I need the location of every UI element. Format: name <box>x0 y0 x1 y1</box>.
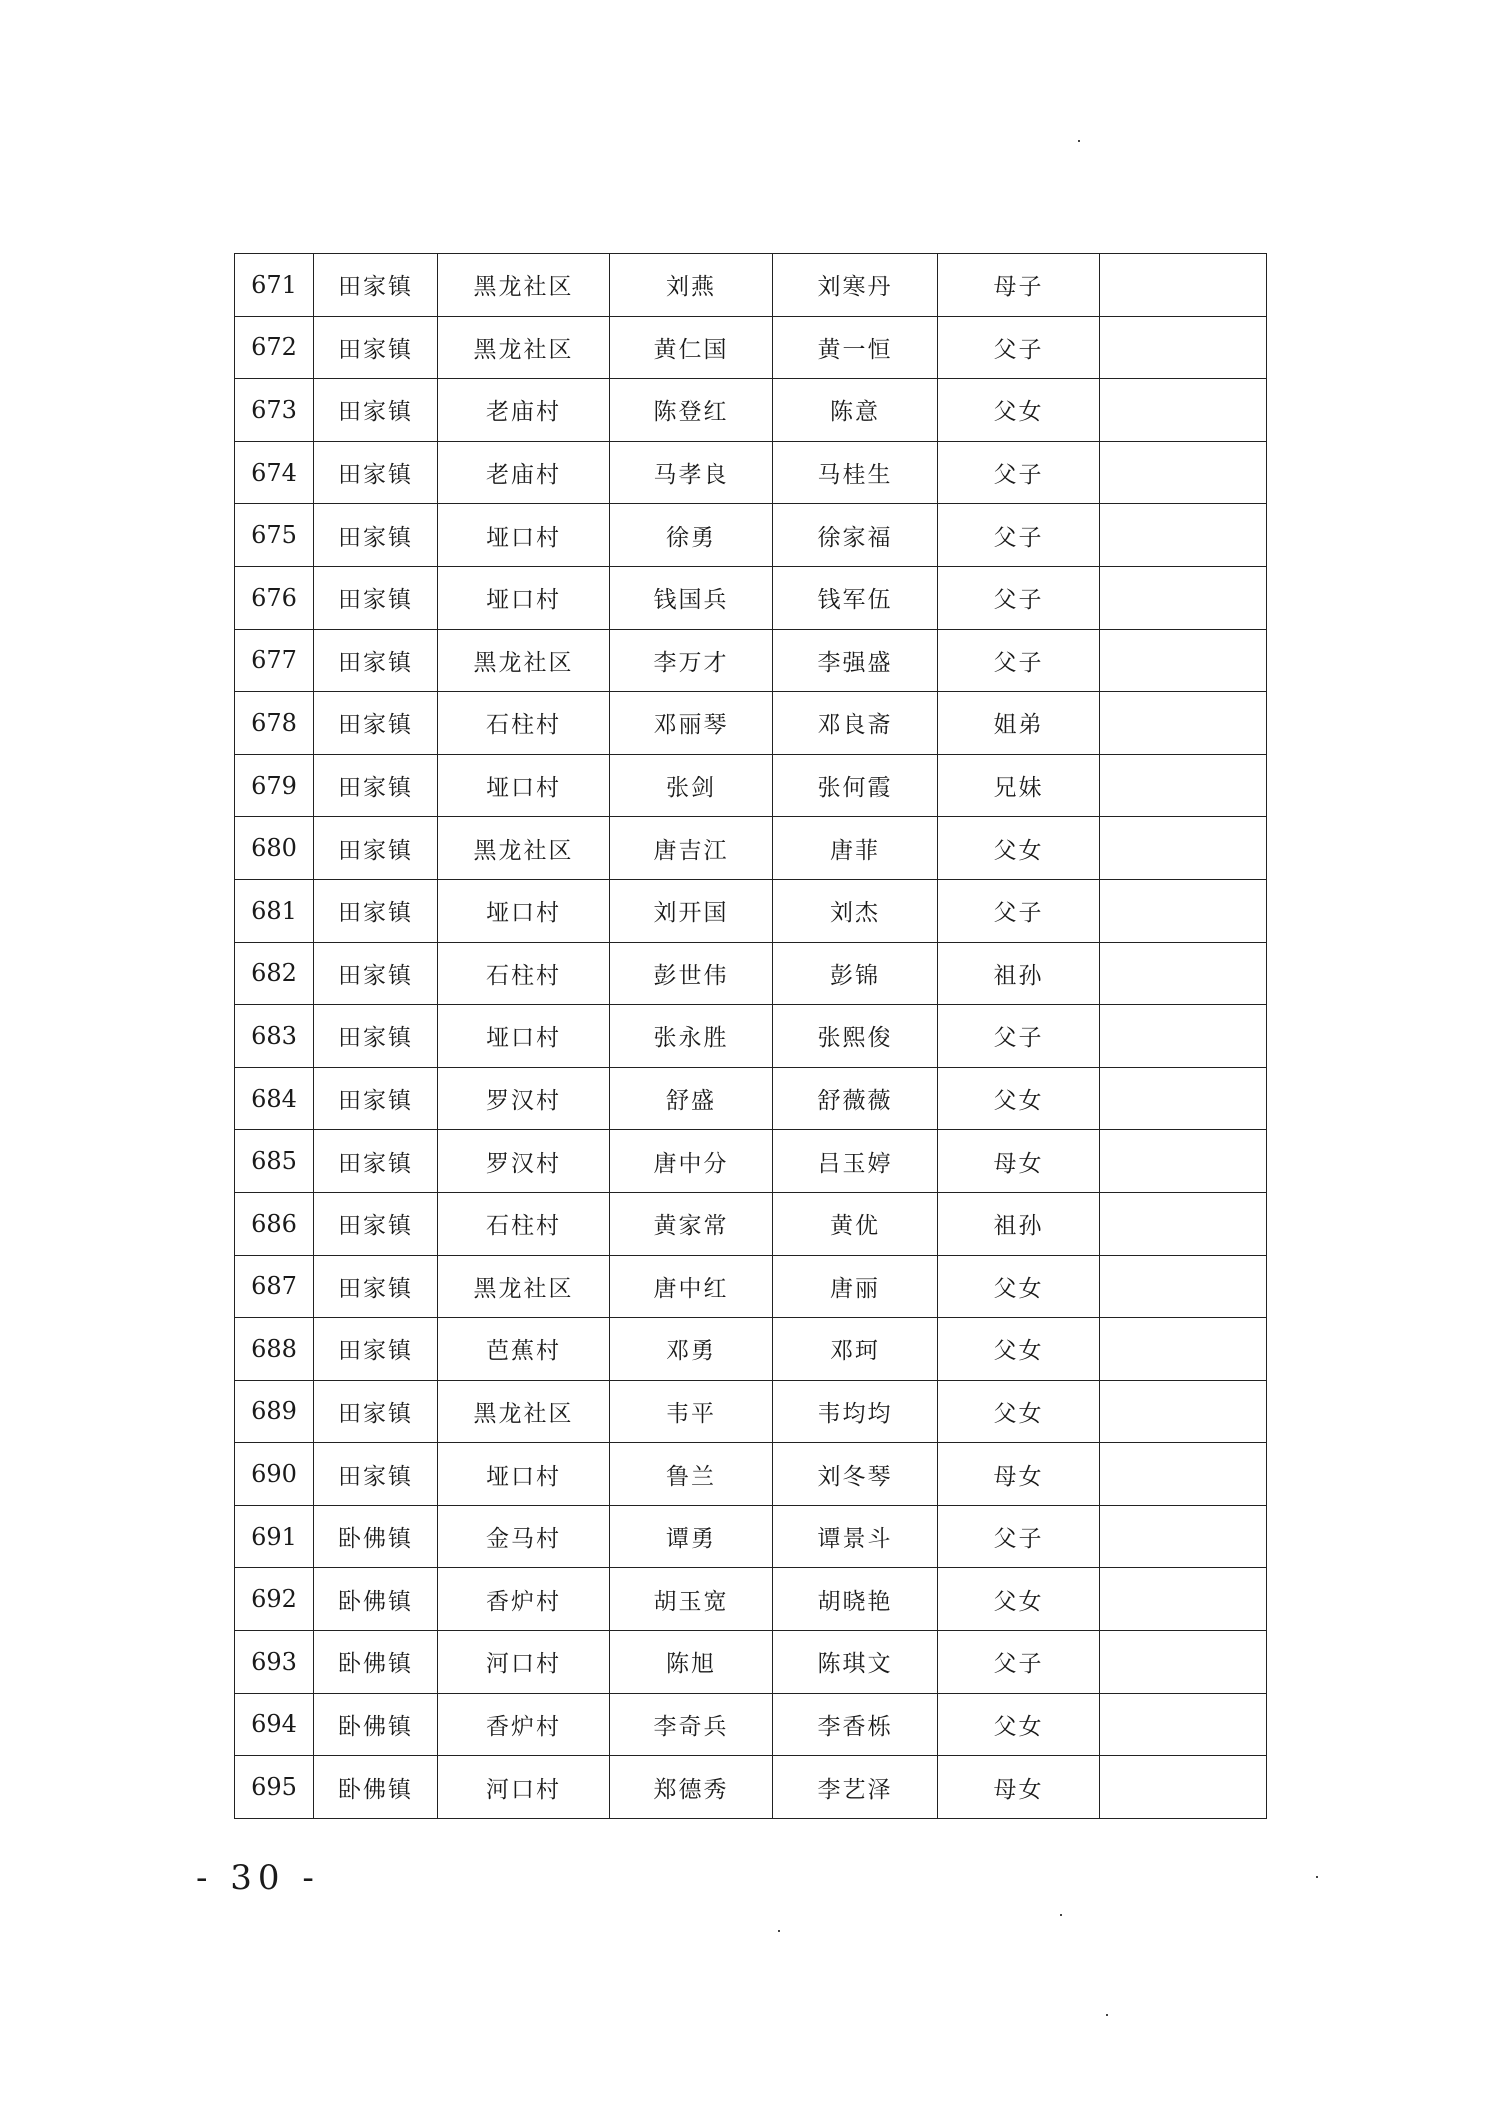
cell-number: 686 <box>235 1192 314 1255</box>
cell-child-name: 张熙俊 <box>773 1005 938 1068</box>
cell-parent-name: 徐勇 <box>610 504 773 567</box>
cell-number: 687 <box>235 1255 314 1318</box>
cell-parent-name: 邓勇 <box>610 1318 773 1381</box>
cell-number: 674 <box>235 441 314 504</box>
cell-relation: 父子 <box>938 629 1100 692</box>
cell-parent-name: 韦平 <box>610 1380 773 1443</box>
cell-parent-name: 郑德秀 <box>610 1756 773 1819</box>
cell-town: 田家镇 <box>314 441 438 504</box>
cell-note <box>1100 629 1267 692</box>
cell-town: 田家镇 <box>314 1318 438 1381</box>
table-row <box>235 754 1267 817</box>
table-row <box>235 1255 1267 1318</box>
cell-number: 675 <box>235 504 314 567</box>
cell-town: 田家镇 <box>314 254 438 317</box>
cell-parent-name: 唐中红 <box>610 1255 773 1318</box>
cell-number: 679 <box>235 754 314 817</box>
table-row <box>235 1130 1267 1193</box>
roster-table <box>234 253 1267 1819</box>
cell-relation: 父子 <box>938 1505 1100 1568</box>
cell-village: 黑龙社区 <box>438 1255 610 1318</box>
cell-relation: 父女 <box>938 1067 1100 1130</box>
cell-village: 老庙村 <box>438 379 610 442</box>
cell-child-name: 刘冬琴 <box>773 1443 938 1506</box>
cell-village: 老庙村 <box>438 441 610 504</box>
cell-town: 田家镇 <box>314 942 438 1005</box>
cell-number: 688 <box>235 1318 314 1381</box>
cell-town: 田家镇 <box>314 754 438 817</box>
cell-note <box>1100 1380 1267 1443</box>
cell-town: 田家镇 <box>314 1192 438 1255</box>
cell-parent-name: 马孝良 <box>610 441 773 504</box>
cell-number: 677 <box>235 629 314 692</box>
cell-number: 671 <box>235 254 314 317</box>
cell-note <box>1100 1005 1267 1068</box>
cell-village: 石柱村 <box>438 942 610 1005</box>
cell-relation: 父子 <box>938 441 1100 504</box>
scan-speck <box>1106 2014 1108 2016</box>
cell-child-name: 陈意 <box>773 379 938 442</box>
cell-note <box>1100 942 1267 1005</box>
cell-number: 680 <box>235 817 314 880</box>
table-row <box>235 379 1267 442</box>
roster-body <box>235 254 1267 1819</box>
cell-note <box>1100 692 1267 755</box>
cell-relation: 父女 <box>938 1380 1100 1443</box>
cell-child-name: 邓良斋 <box>773 692 938 755</box>
scan-speck <box>778 1930 780 1932</box>
cell-village: 香炉村 <box>438 1568 610 1631</box>
scan-speck <box>1316 1876 1318 1878</box>
cell-town: 田家镇 <box>314 1067 438 1130</box>
cell-town: 田家镇 <box>314 1380 438 1443</box>
table-row <box>235 629 1267 692</box>
cell-town: 田家镇 <box>314 879 438 942</box>
cell-village: 垭口村 <box>438 566 610 629</box>
table-row <box>235 1693 1267 1756</box>
cell-parent-name: 李奇兵 <box>610 1693 773 1756</box>
cell-child-name: 刘寒丹 <box>773 254 938 317</box>
cell-parent-name: 刘开国 <box>610 879 773 942</box>
table-row <box>235 504 1267 567</box>
cell-relation: 祖孙 <box>938 1192 1100 1255</box>
cell-number: 683 <box>235 1005 314 1068</box>
cell-village: 垭口村 <box>438 504 610 567</box>
cell-parent-name: 唐吉江 <box>610 817 773 880</box>
cell-town: 田家镇 <box>314 1255 438 1318</box>
cell-relation: 父子 <box>938 1631 1100 1694</box>
cell-number: 694 <box>235 1693 314 1756</box>
cell-child-name: 徐家福 <box>773 504 938 567</box>
cell-parent-name: 刘燕 <box>610 254 773 317</box>
cell-town: 田家镇 <box>314 566 438 629</box>
cell-note <box>1100 566 1267 629</box>
cell-parent-name: 谭勇 <box>610 1505 773 1568</box>
cell-town: 田家镇 <box>314 692 438 755</box>
cell-town: 卧佛镇 <box>314 1505 438 1568</box>
cell-number: 684 <box>235 1067 314 1130</box>
cell-parent-name: 胡玉宽 <box>610 1568 773 1631</box>
cell-note <box>1100 504 1267 567</box>
cell-relation: 父子 <box>938 504 1100 567</box>
cell-town: 卧佛镇 <box>314 1693 438 1756</box>
cell-town: 田家镇 <box>314 1443 438 1506</box>
cell-number: 689 <box>235 1380 314 1443</box>
cell-note <box>1100 817 1267 880</box>
cell-village: 河口村 <box>438 1756 610 1819</box>
cell-parent-name: 邓丽琴 <box>610 692 773 755</box>
table-row <box>235 692 1267 755</box>
cell-child-name: 黄优 <box>773 1192 938 1255</box>
cell-town: 卧佛镇 <box>314 1631 438 1694</box>
table-row <box>235 1568 1267 1631</box>
cell-village: 河口村 <box>438 1631 610 1694</box>
cell-relation: 父子 <box>938 316 1100 379</box>
table-row <box>235 441 1267 504</box>
table-row <box>235 1631 1267 1694</box>
cell-note <box>1100 379 1267 442</box>
table-row <box>235 1318 1267 1381</box>
table-row <box>235 566 1267 629</box>
cell-number: 673 <box>235 379 314 442</box>
cell-note <box>1100 1443 1267 1506</box>
cell-child-name: 吕玉婷 <box>773 1130 938 1193</box>
cell-relation: 祖孙 <box>938 942 1100 1005</box>
cell-village: 石柱村 <box>438 1192 610 1255</box>
table-row <box>235 942 1267 1005</box>
cell-village: 罗汉村 <box>438 1067 610 1130</box>
cell-note <box>1100 254 1267 317</box>
cell-child-name: 马桂生 <box>773 441 938 504</box>
cell-number: 690 <box>235 1443 314 1506</box>
cell-child-name: 李艺泽 <box>773 1756 938 1819</box>
table-row <box>235 316 1267 379</box>
cell-note <box>1100 1318 1267 1381</box>
cell-town: 卧佛镇 <box>314 1568 438 1631</box>
cell-child-name: 黄一恒 <box>773 316 938 379</box>
cell-village: 黑龙社区 <box>438 254 610 317</box>
cell-town: 田家镇 <box>314 817 438 880</box>
cell-parent-name: 黄仁国 <box>610 316 773 379</box>
cell-child-name: 韦均均 <box>773 1380 938 1443</box>
cell-village: 金马村 <box>438 1505 610 1568</box>
cell-note <box>1100 754 1267 817</box>
cell-child-name: 李香栎 <box>773 1693 938 1756</box>
cell-relation: 母女 <box>938 1443 1100 1506</box>
cell-child-name: 李强盛 <box>773 629 938 692</box>
cell-child-name: 谭景斗 <box>773 1505 938 1568</box>
cell-relation: 兄妹 <box>938 754 1100 817</box>
cell-village: 黑龙社区 <box>438 316 610 379</box>
cell-relation: 姐弟 <box>938 692 1100 755</box>
cell-parent-name: 张永胜 <box>610 1005 773 1068</box>
cell-village: 垭口村 <box>438 1443 610 1506</box>
cell-parent-name: 唐中分 <box>610 1130 773 1193</box>
cell-village: 罗汉村 <box>438 1130 610 1193</box>
cell-relation: 母女 <box>938 1130 1100 1193</box>
cell-parent-name: 舒盛 <box>610 1067 773 1130</box>
cell-village: 黑龙社区 <box>438 1380 610 1443</box>
cell-village: 黑龙社区 <box>438 629 610 692</box>
cell-village: 黑龙社区 <box>438 817 610 880</box>
cell-number: 682 <box>235 942 314 1005</box>
cell-number: 693 <box>235 1631 314 1694</box>
cell-child-name: 张何霞 <box>773 754 938 817</box>
table-row <box>235 1443 1267 1506</box>
cell-child-name: 彭锦 <box>773 942 938 1005</box>
cell-village: 香炉村 <box>438 1693 610 1756</box>
cell-town: 田家镇 <box>314 316 438 379</box>
cell-relation: 父女 <box>938 1255 1100 1318</box>
cell-note <box>1100 1631 1267 1694</box>
cell-child-name: 唐菲 <box>773 817 938 880</box>
cell-note <box>1100 441 1267 504</box>
cell-note <box>1100 1505 1267 1568</box>
cell-parent-name: 钱国兵 <box>610 566 773 629</box>
cell-village: 芭蕉村 <box>438 1318 610 1381</box>
cell-note <box>1100 1255 1267 1318</box>
cell-note <box>1100 1568 1267 1631</box>
cell-parent-name: 陈旭 <box>610 1631 773 1694</box>
cell-note <box>1100 1130 1267 1193</box>
cell-child-name: 舒薇薇 <box>773 1067 938 1130</box>
table-row <box>235 817 1267 880</box>
cell-town: 田家镇 <box>314 504 438 567</box>
cell-parent-name: 彭世伟 <box>610 942 773 1005</box>
cell-parent-name: 张剑 <box>610 754 773 817</box>
cell-number: 692 <box>235 1568 314 1631</box>
table-row <box>235 879 1267 942</box>
cell-parent-name: 黄家常 <box>610 1192 773 1255</box>
cell-number: 676 <box>235 566 314 629</box>
cell-relation: 父子 <box>938 879 1100 942</box>
cell-relation: 父女 <box>938 1318 1100 1381</box>
table-row <box>235 1005 1267 1068</box>
cell-relation: 父女 <box>938 1568 1100 1631</box>
cell-town: 田家镇 <box>314 1005 438 1068</box>
cell-relation: 母子 <box>938 254 1100 317</box>
table-row <box>235 1505 1267 1568</box>
cell-relation: 父女 <box>938 817 1100 880</box>
cell-village: 垭口村 <box>438 754 610 817</box>
cell-village: 垭口村 <box>438 879 610 942</box>
table-row <box>235 1380 1267 1443</box>
cell-relation: 母女 <box>938 1756 1100 1819</box>
cell-town: 卧佛镇 <box>314 1756 438 1819</box>
cell-parent-name: 陈登红 <box>610 379 773 442</box>
cell-town: 田家镇 <box>314 379 438 442</box>
cell-child-name: 胡晓艳 <box>773 1568 938 1631</box>
cell-number: 691 <box>235 1505 314 1568</box>
cell-note <box>1100 879 1267 942</box>
table-row <box>235 254 1267 317</box>
cell-number: 672 <box>235 316 314 379</box>
table-row <box>235 1192 1267 1255</box>
cell-child-name: 陈琪文 <box>773 1631 938 1694</box>
cell-town: 田家镇 <box>314 1130 438 1193</box>
table-row <box>235 1067 1267 1130</box>
cell-parent-name: 鲁兰 <box>610 1443 773 1506</box>
cell-child-name: 刘杰 <box>773 879 938 942</box>
cell-child-name: 邓珂 <box>773 1318 938 1381</box>
cell-village: 石柱村 <box>438 692 610 755</box>
cell-relation: 父子 <box>938 1005 1100 1068</box>
scan-speck <box>1060 1914 1062 1916</box>
cell-number: 695 <box>235 1756 314 1819</box>
cell-relation: 父子 <box>938 566 1100 629</box>
page-number: - 30 - <box>196 1858 320 1898</box>
scan-speck <box>1078 140 1080 142</box>
cell-number: 685 <box>235 1130 314 1193</box>
cell-child-name: 唐丽 <box>773 1255 938 1318</box>
cell-note <box>1100 1192 1267 1255</box>
cell-parent-name: 李万才 <box>610 629 773 692</box>
cell-town: 田家镇 <box>314 629 438 692</box>
cell-note <box>1100 1756 1267 1819</box>
cell-relation: 父女 <box>938 1693 1100 1756</box>
cell-number: 681 <box>235 879 314 942</box>
cell-number: 678 <box>235 692 314 755</box>
cell-note <box>1100 316 1267 379</box>
cell-village: 垭口村 <box>438 1005 610 1068</box>
cell-relation: 父女 <box>938 379 1100 442</box>
cell-note <box>1100 1693 1267 1756</box>
table-row <box>235 1756 1267 1819</box>
cell-note <box>1100 1067 1267 1130</box>
cell-child-name: 钱军伍 <box>773 566 938 629</box>
